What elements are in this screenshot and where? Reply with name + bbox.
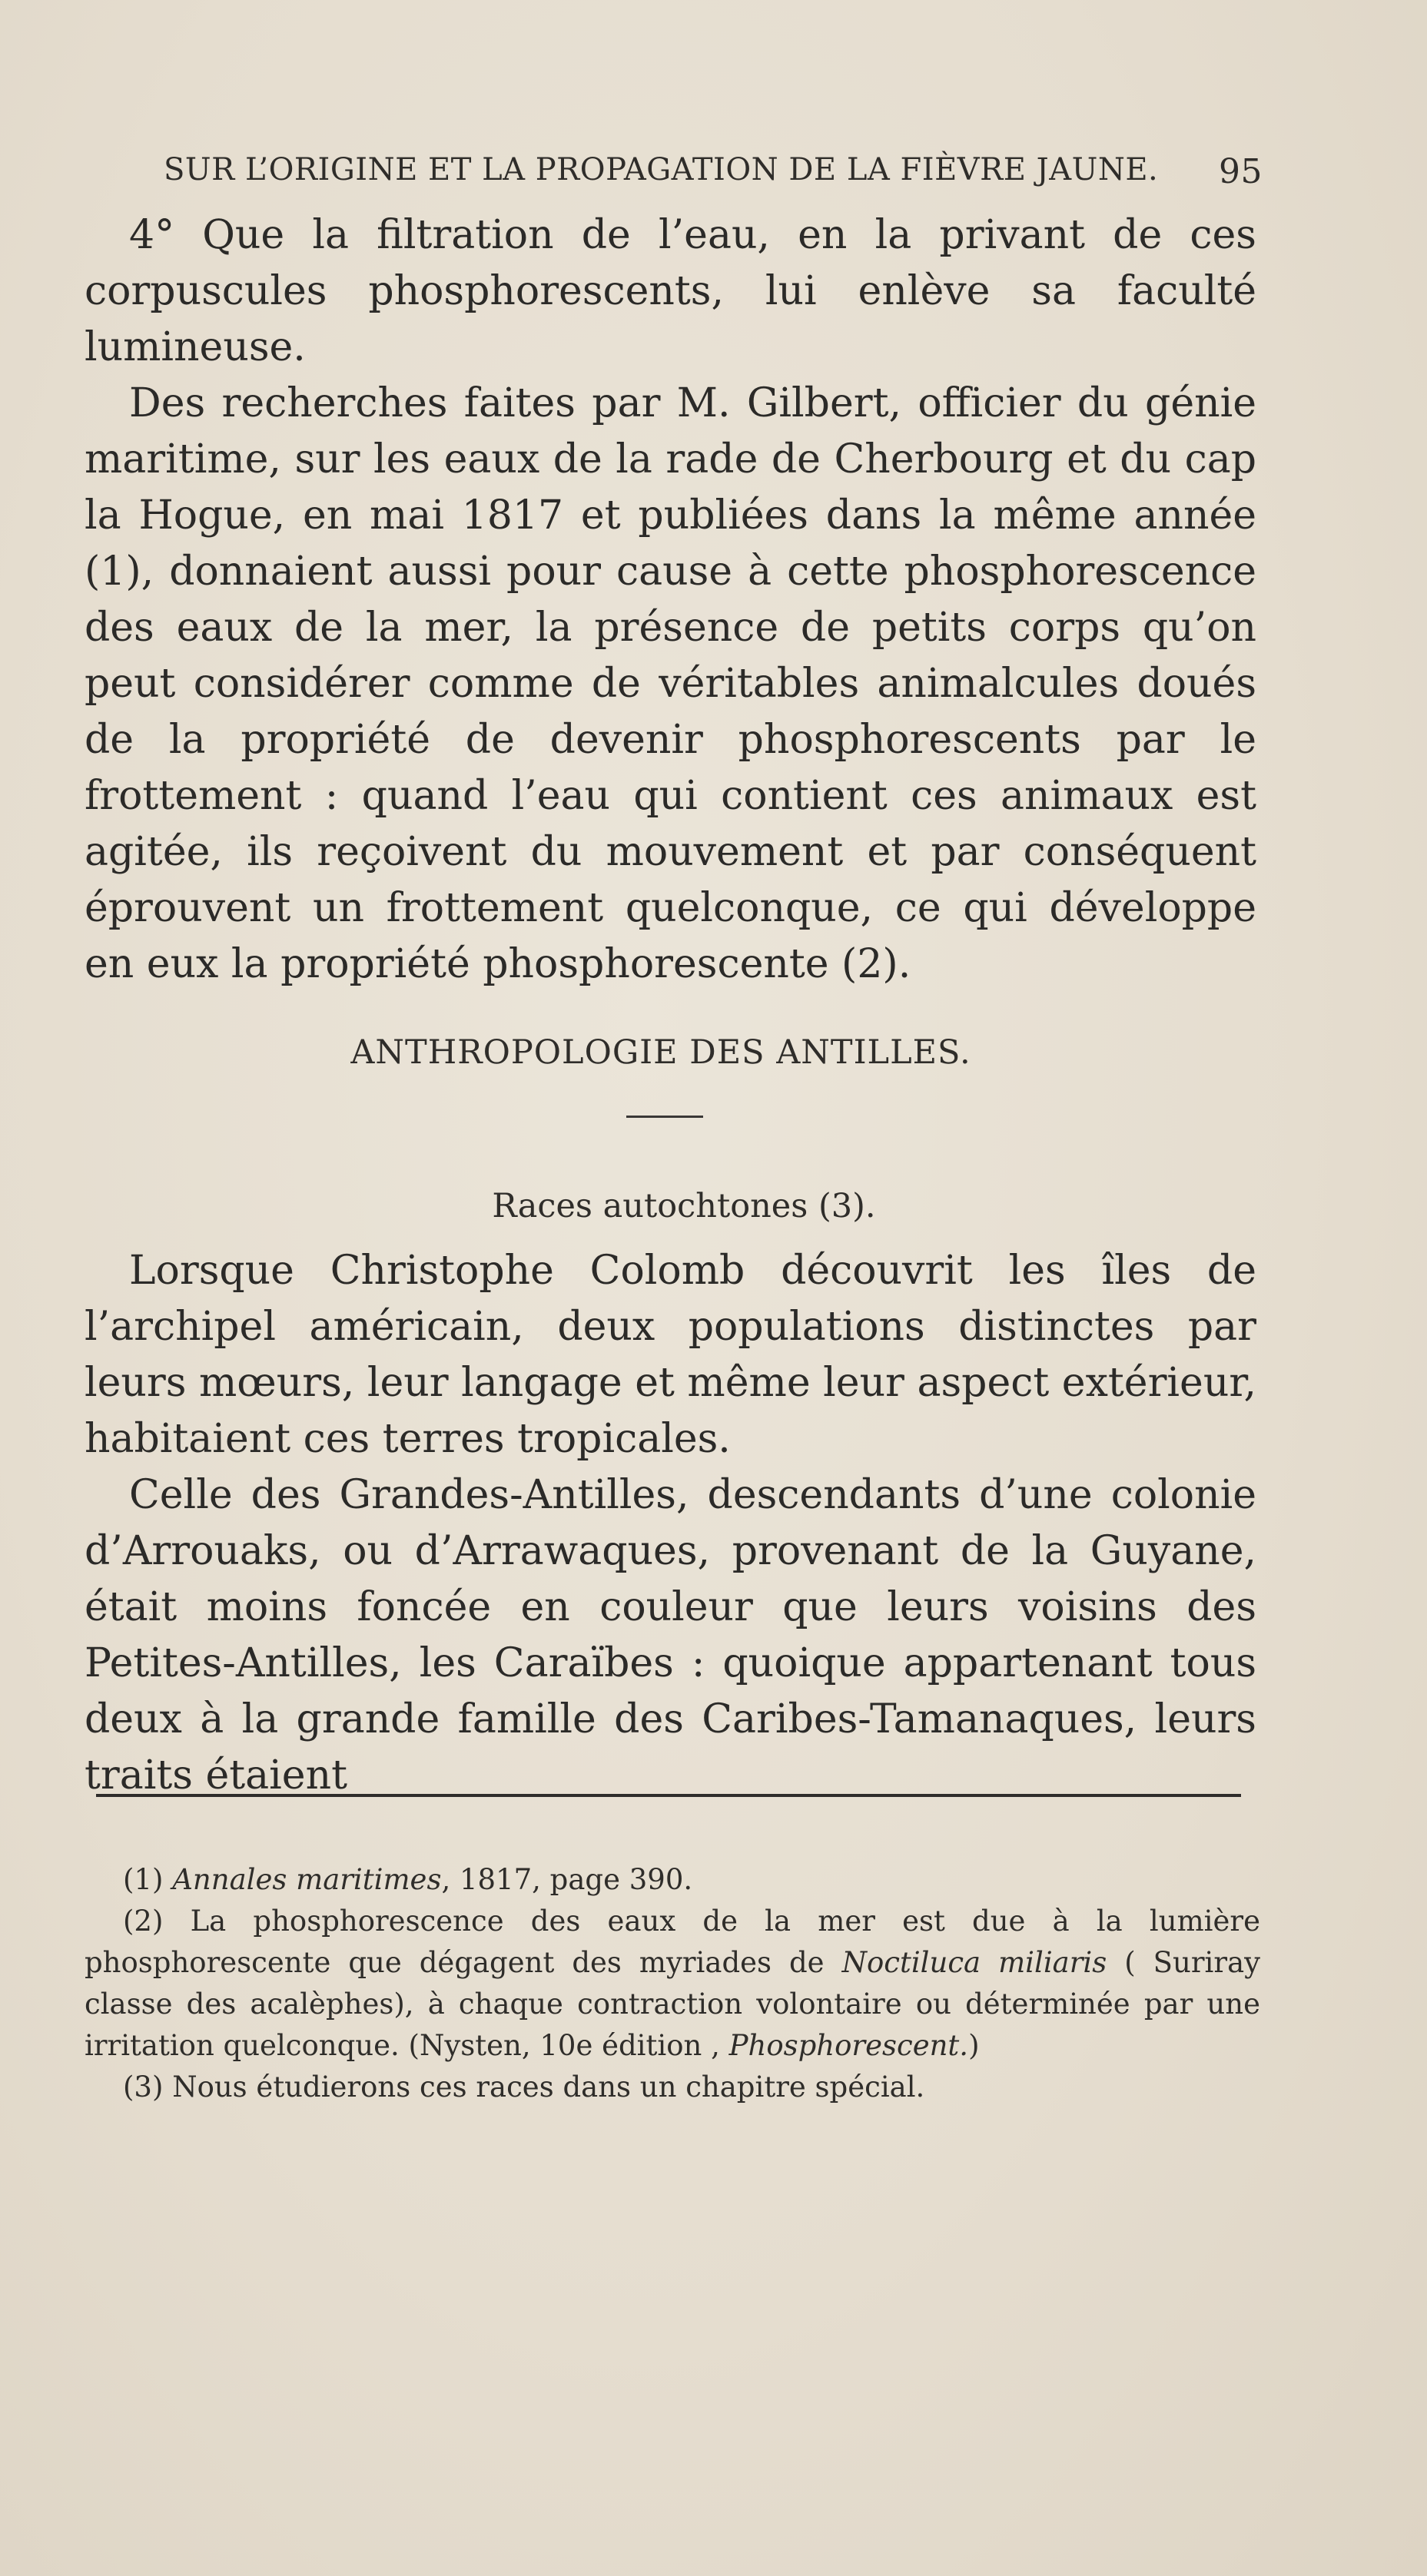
- paragraph-filtration: 4° Que la filtration de l’eau, en la privant de ces corpuscules phosphorescents, lui enlève sa faculté lumineuse.: [85, 212, 1256, 370]
- footnote-2: [85, 1901, 1260, 2067]
- footnote-1: [85, 1859, 1260, 1901]
- footnote-divider: [96, 1794, 1241, 1797]
- footnote-2-species: Noctiluca miliaris: [841, 1946, 1107, 1979]
- footnote-3-mark: (3): [123, 2070, 164, 2104]
- section-title: ANTHROPOLOGIE DES ANTILLES.: [350, 1033, 971, 1072]
- footnote-3: [85, 2067, 1260, 2108]
- running-header: [164, 152, 1263, 198]
- footnote-2-text-c: ): [968, 2029, 980, 2062]
- paragraph-colomb: Lorsque Christophe Colomb découvrit les îles de l’archipel américain, deux populations distinctes par leurs mœurs, leur langage et même leur aspect extérieur, habitaient ces terres tropicales.: [85, 1248, 1256, 1462]
- footnote-1-title: Annales maritimes: [172, 1863, 442, 1896]
- section-divider: [626, 1116, 703, 1118]
- footnote-1-mark: (1): [123, 1863, 164, 1896]
- main-text: [85, 207, 1256, 993]
- running-title: SUR L’ORIGINE ET LA PROPAGATION DE LA FIÈVRE JAUNE.: [164, 152, 1159, 187]
- footnote-2-reference: Phosphorescent.: [728, 2029, 969, 2062]
- section-text: [85, 1243, 1256, 1804]
- footnotes: [85, 1859, 1260, 2108]
- page-number: 95: [1219, 152, 1263, 191]
- footnote-3-text: Nous étudierons ces races dans un chapitre spécial.: [172, 2070, 925, 2104]
- footnote-1-rest: , 1817, page 390.: [441, 1863, 693, 1896]
- paragraph-gilbert: Des recherches faites par M. Gilbert, officier du génie maritime, sur les eaux de la rade de Cherbourg et du cap la Hogue, en mai 1817 et publiées dans la même année (1), donnaient aussi pour cause à cette phosphorescence des eaux de la mer, la présence de petits corps qu’on peut considérer comme de véritables animalcules doués de la propriété de devenir phosphorescents par le frottement : quand l’eau qui contient ces animaux est agitée, ils reçoivent du mouvement et par conséquent éprouvent un frottement quelconque, ce qui développe en eux la propriété phosphorescente (2).: [85, 380, 1256, 987]
- footnote-2-text-b: ( Suriray classe des acalèphes), à chaque contraction volontaire ou déterminée par une irritation quelconque. (Nysten, 10e édition ,: [85, 1946, 1261, 2062]
- footnote-2-mark: (2): [123, 1905, 164, 1938]
- footnote-2-text-a: La phosphorescence des eaux de la mer est due à la lumière phosphorescente que dégagent des myriades de: [85, 1905, 1260, 1979]
- subsection-title: Races autochtones (3).: [492, 1187, 876, 1225]
- paragraph-grandes-antilles: Celle des Grandes-Antilles, descendants d’une colonie d’Arrouaks, ou d’Arrawaques, provenant de la Guyane, était moins foncée en couleur que leurs voisins des Petites-Antilles, les Caraïbes : quoique appartenant tous deux à la grande famille des Caribes-Tamanaques, leurs traits étaient: [85, 1472, 1256, 1799]
